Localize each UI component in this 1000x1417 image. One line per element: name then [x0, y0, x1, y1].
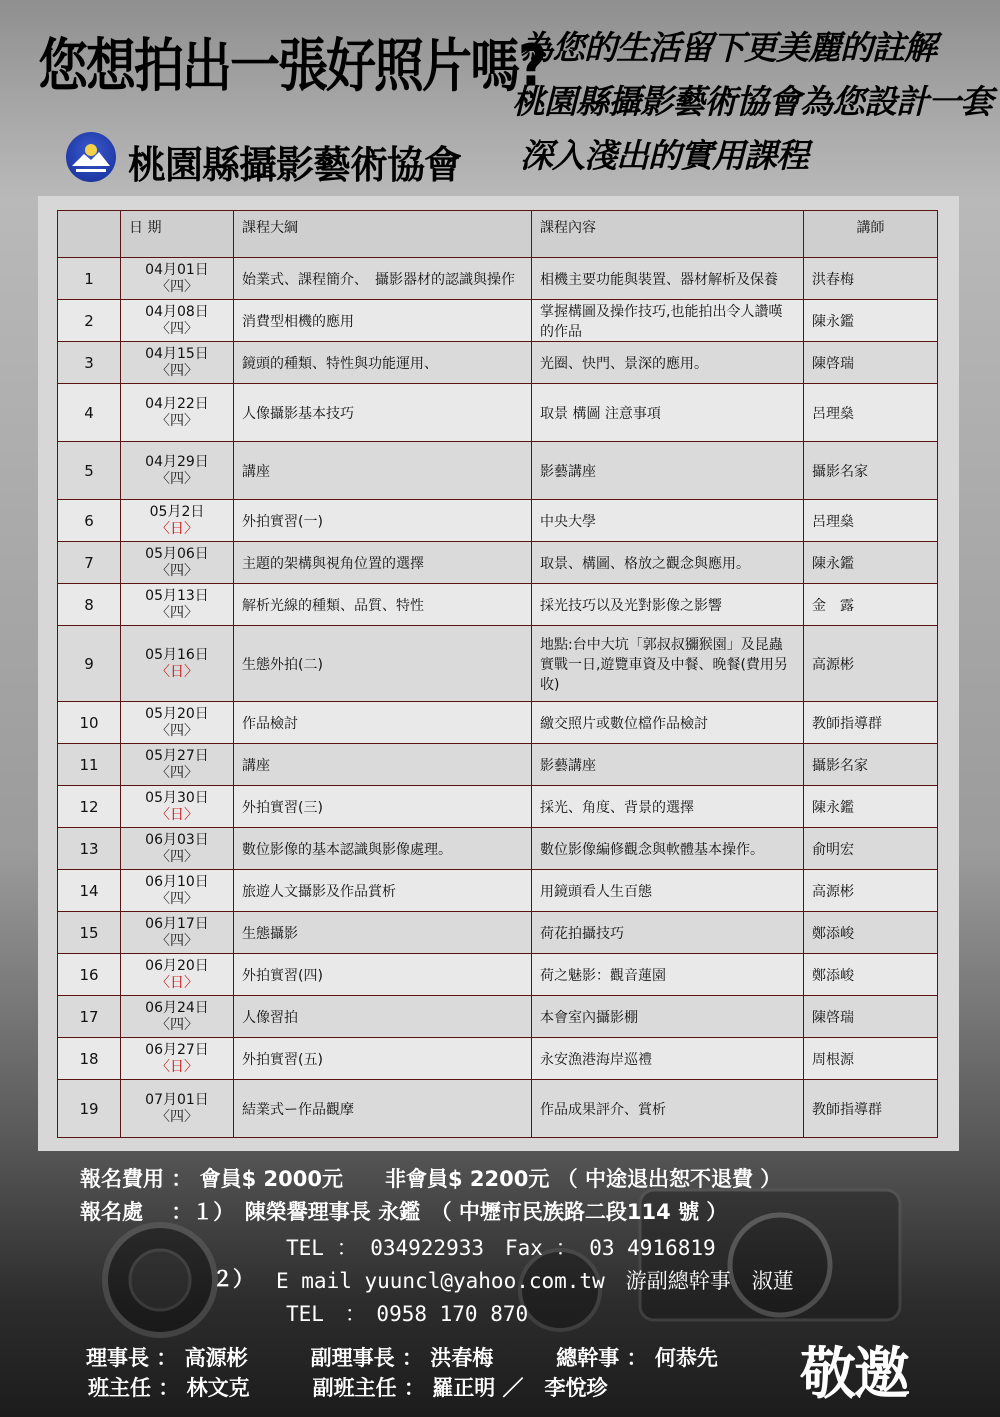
header-num — [58, 211, 121, 258]
mountain-sun-logo-icon — [66, 132, 116, 182]
row-date — [121, 828, 234, 870]
weekday-text: 〈四〉 — [156, 722, 198, 739]
row-teacher: 陳永鑑 — [804, 542, 938, 584]
row-teacher: 洪春梅 — [804, 258, 938, 300]
row-outline: 數位影像的基本認識與影像處理。 — [234, 828, 532, 870]
row-number: 14 — [58, 870, 121, 912]
row-teacher: 攝影名家 — [804, 442, 938, 500]
table-row — [58, 786, 938, 828]
row-content: 用鏡頭看人生百態 — [532, 870, 804, 912]
row-outline: 講座 — [234, 744, 532, 786]
row-date — [121, 442, 234, 500]
row-content: 數位影像編修觀念與軟體基本操作。 — [532, 828, 804, 870]
table-row — [58, 384, 938, 442]
row-date — [121, 1038, 234, 1080]
row-teacher: 陳永鑑 — [804, 300, 938, 342]
row-content: 取景、構圖、格放之觀念與應用。 — [532, 542, 804, 584]
table-row — [58, 702, 938, 744]
row-teacher: 金 露 — [804, 584, 938, 626]
row-date — [121, 744, 234, 786]
row-date — [121, 702, 234, 744]
table-row — [58, 912, 938, 954]
row-content: 本會室內攝影棚 — [532, 996, 804, 1038]
table-row — [58, 1080, 938, 1138]
row-teacher: 陳永鑑 — [804, 786, 938, 828]
weekday-text: 〈四〉 — [156, 562, 198, 579]
header-content: 課程內容 — [532, 211, 804, 258]
row-teacher: 教師指導群 — [804, 1080, 938, 1138]
registration-tel-2: TEL ： 0958 170 870 — [286, 1302, 529, 1326]
row-number: 10 — [58, 702, 121, 744]
weekday-text: 〈四〉 — [156, 932, 198, 949]
date-text: 05月30日 — [145, 789, 209, 806]
date-text: 04月08日 — [145, 303, 209, 320]
row-number: 1 — [58, 258, 121, 300]
row-teacher: 高源彬 — [804, 626, 938, 702]
registration-tel-1: TEL ： 034922933 Fax ： 03 4916819 — [286, 1236, 716, 1260]
row-number: 13 — [58, 828, 121, 870]
row-outline: 講座 — [234, 442, 532, 500]
row-teacher: 鄭添峻 — [804, 954, 938, 996]
row-content: 光圈、快門、景深的應用。 — [532, 342, 804, 384]
table-header-row — [58, 211, 938, 258]
row-date — [121, 870, 234, 912]
row-content: 掌握構圖及操作技巧,也能拍出令人讚嘆的作品 — [532, 300, 804, 342]
row-teacher: 周根源 — [804, 1038, 938, 1080]
table-row — [58, 342, 938, 384]
row-outline: 結業式ー作品觀摩 — [234, 1080, 532, 1138]
date-text: 06月27日 — [145, 1041, 209, 1058]
row-outline: 外拍實習(三) — [234, 786, 532, 828]
row-outline: 作品檢討 — [234, 702, 532, 744]
date-text: 05月16日 — [145, 646, 209, 663]
invitation-text: 敬邀 — [800, 1342, 908, 1407]
row-date — [121, 996, 234, 1038]
date-text: 07月01日 — [145, 1091, 209, 1108]
table-row — [58, 542, 938, 584]
row-outline: 外拍實習(五) — [234, 1038, 532, 1080]
row-number: 19 — [58, 1080, 121, 1138]
date-text: 06月10日 — [145, 873, 209, 890]
weekday-text: 〈四〉 — [156, 278, 198, 295]
table-row — [58, 442, 938, 500]
row-outline: 人像攝影基本技巧 — [234, 384, 532, 442]
date-text: 04月01日 — [145, 261, 209, 278]
table-row — [58, 500, 938, 542]
date-text: 05月06日 — [145, 545, 209, 562]
row-content: 永安漁港海岸巡禮 — [532, 1038, 804, 1080]
table-row — [58, 870, 938, 912]
row-number: 9 — [58, 626, 121, 702]
row-date — [121, 1080, 234, 1138]
row-outline: 旅遊人文攝影及作品賞析 — [234, 870, 532, 912]
row-content: 繳交照片或數位檔作品檢討 — [532, 702, 804, 744]
table-row — [58, 996, 938, 1038]
weekday-text: 〈四〉 — [156, 1016, 198, 1033]
row-content: 影藝講座 — [532, 442, 804, 500]
row-date — [121, 542, 234, 584]
row-content: 相機主要功能與裝置、器材解析及保養 — [532, 258, 804, 300]
officers-line-2: 班主任 ： 林文克 副班主任 ： 羅正明 ／ 李悅珍 — [88, 1376, 608, 1400]
row-outline: 外拍實習(一) — [234, 500, 532, 542]
date-text: 05月13日 — [145, 587, 209, 604]
date-text: 05月27日 — [145, 747, 209, 764]
row-teacher: 攝影名家 — [804, 744, 938, 786]
row-content: 中央大學 — [532, 500, 804, 542]
row-number: 17 — [58, 996, 121, 1038]
weekday-text: 〈四〉 — [156, 764, 198, 781]
weekday-text: 〈四〉 — [156, 890, 198, 907]
date-text: 05月2日 — [149, 503, 205, 520]
date-text: 06月03日 — [145, 831, 209, 848]
row-content: 影藝講座 — [532, 744, 804, 786]
row-teacher: 高源彬 — [804, 870, 938, 912]
registration-place-1: 報名處 ：１） 陳榮譽理事長 永鑑 （ 中壢市民族路二段114 號 ） — [80, 1200, 728, 1224]
row-number: 15 — [58, 912, 121, 954]
row-content: 採光技巧以及光對影像之影響 — [532, 584, 804, 626]
row-date — [121, 626, 234, 702]
course-schedule-table — [57, 210, 938, 1138]
officers-line-1: 理事長 ： 高源彬 副理事長 ： 洪春梅 總幹事 ： 何恭先 — [86, 1346, 718, 1370]
weekday-text: 〈四〉 — [156, 320, 198, 337]
date-text: 06月20日 — [145, 957, 209, 974]
org-name: 桃園縣攝影藝術協會 — [128, 143, 462, 187]
tagline-2: 桃園縣攝影藝術協會為您設計一套 — [512, 82, 992, 121]
row-outline: 始業式、課程簡介、 攝影器材的認識與操作 — [234, 258, 532, 300]
registration-email: E mail yuuncl@yahoo.com.tw 游副總幹事 淑蓮 — [276, 1269, 794, 1293]
date-text: 04月22日 — [145, 395, 209, 412]
row-teacher: 教師指導群 — [804, 702, 938, 744]
row-content: 取景 構圖 注意事項 — [532, 384, 804, 442]
row-outline: 外拍實習(四) — [234, 954, 532, 996]
row-date — [121, 500, 234, 542]
row-date — [121, 342, 234, 384]
weekday-text: 〈日〉 — [156, 1058, 198, 1075]
row-number: 5 — [58, 442, 121, 500]
row-outline: 生態外拍(二) — [234, 626, 532, 702]
row-number: 4 — [58, 384, 121, 442]
row-content: 地點:台中大坑「郭叔叔獼猴園」及昆蟲實戰一日,遊覽車資及中餐、晚餐(費用另收) — [532, 626, 804, 702]
poster-title: 您想拍出一張好照片嗎? — [38, 32, 546, 100]
row-outline: 主題的架構與視角位置的選擇 — [234, 542, 532, 584]
row-date — [121, 300, 234, 342]
row-date — [121, 258, 234, 300]
row-number: 6 — [58, 500, 121, 542]
table-row — [58, 258, 938, 300]
row-teacher: 鄭添峻 — [804, 912, 938, 954]
weekday-text: 〈四〉 — [156, 1108, 198, 1125]
row-outline: 生態攝影 — [234, 912, 532, 954]
registration-place-2-num: ２） — [212, 1267, 254, 1291]
date-text: 04月29日 — [145, 453, 209, 470]
weekday-text: 〈日〉 — [156, 663, 198, 680]
row-date — [121, 954, 234, 996]
date-text: 06月17日 — [145, 915, 209, 932]
weekday-text: 〈四〉 — [156, 362, 198, 379]
row-date — [121, 912, 234, 954]
table-row — [58, 828, 938, 870]
table-row — [58, 584, 938, 626]
row-number: 8 — [58, 584, 121, 626]
row-teacher: 呂理燊 — [804, 500, 938, 542]
weekday-text: 〈四〉 — [156, 412, 198, 429]
table-row — [58, 744, 938, 786]
row-teacher: 陳啓瑞 — [804, 342, 938, 384]
weekday-text: 〈日〉 — [156, 520, 198, 537]
row-number: 16 — [58, 954, 121, 996]
row-outline: 鏡頭的種類、特性與功能運用、 — [234, 342, 532, 384]
table-row — [58, 300, 938, 342]
row-number: 18 — [58, 1038, 121, 1080]
row-content: 荷之魅影：觀音蓮園 — [532, 954, 804, 996]
date-text: 05月20日 — [145, 705, 209, 722]
table-row — [58, 1038, 938, 1080]
weekday-text: 〈四〉 — [156, 604, 198, 621]
row-number: 2 — [58, 300, 121, 342]
tagline-1: 為您的生活留下更美麗的註解 — [520, 28, 936, 67]
fee-line: 報名費用 ： 會員$ 2000元 非會員$ 2200元 （ 中途退出恕不退費 ） — [80, 1167, 782, 1191]
row-date — [121, 384, 234, 442]
date-text: 06月24日 — [145, 999, 209, 1016]
date-text: 04月15日 — [145, 345, 209, 362]
row-teacher: 俞明宏 — [804, 828, 938, 870]
row-outline: 消費型相機的應用 — [234, 300, 532, 342]
header-teacher: 講師 — [804, 211, 938, 258]
row-number: 7 — [58, 542, 121, 584]
header-outline: 課程大綱 — [234, 211, 532, 258]
row-teacher: 陳啓瑞 — [804, 996, 938, 1038]
row-content: 作品成果評介、賞析 — [532, 1080, 804, 1138]
table-row — [58, 626, 938, 702]
row-number: 3 — [58, 342, 121, 384]
weekday-text: 〈四〉 — [156, 848, 198, 865]
weekday-text: 〈四〉 — [156, 470, 198, 487]
tagline-3: 深入淺出的實用課程 — [520, 136, 808, 175]
row-date — [121, 584, 234, 626]
row-content: 採光、角度、背景的選擇 — [532, 786, 804, 828]
row-outline: 解析光線的種類、品質、特性 — [234, 584, 532, 626]
row-teacher: 呂理燊 — [804, 384, 938, 442]
row-number: 12 — [58, 786, 121, 828]
table-row — [58, 954, 938, 996]
weekday-text: 〈日〉 — [156, 806, 198, 823]
weekday-text: 〈日〉 — [156, 974, 198, 991]
row-date — [121, 786, 234, 828]
row-outline: 人像習拍 — [234, 996, 532, 1038]
row-number: 11 — [58, 744, 121, 786]
row-content: 荷花拍攝技巧 — [532, 912, 804, 954]
header-date: 日 期 — [121, 211, 234, 258]
